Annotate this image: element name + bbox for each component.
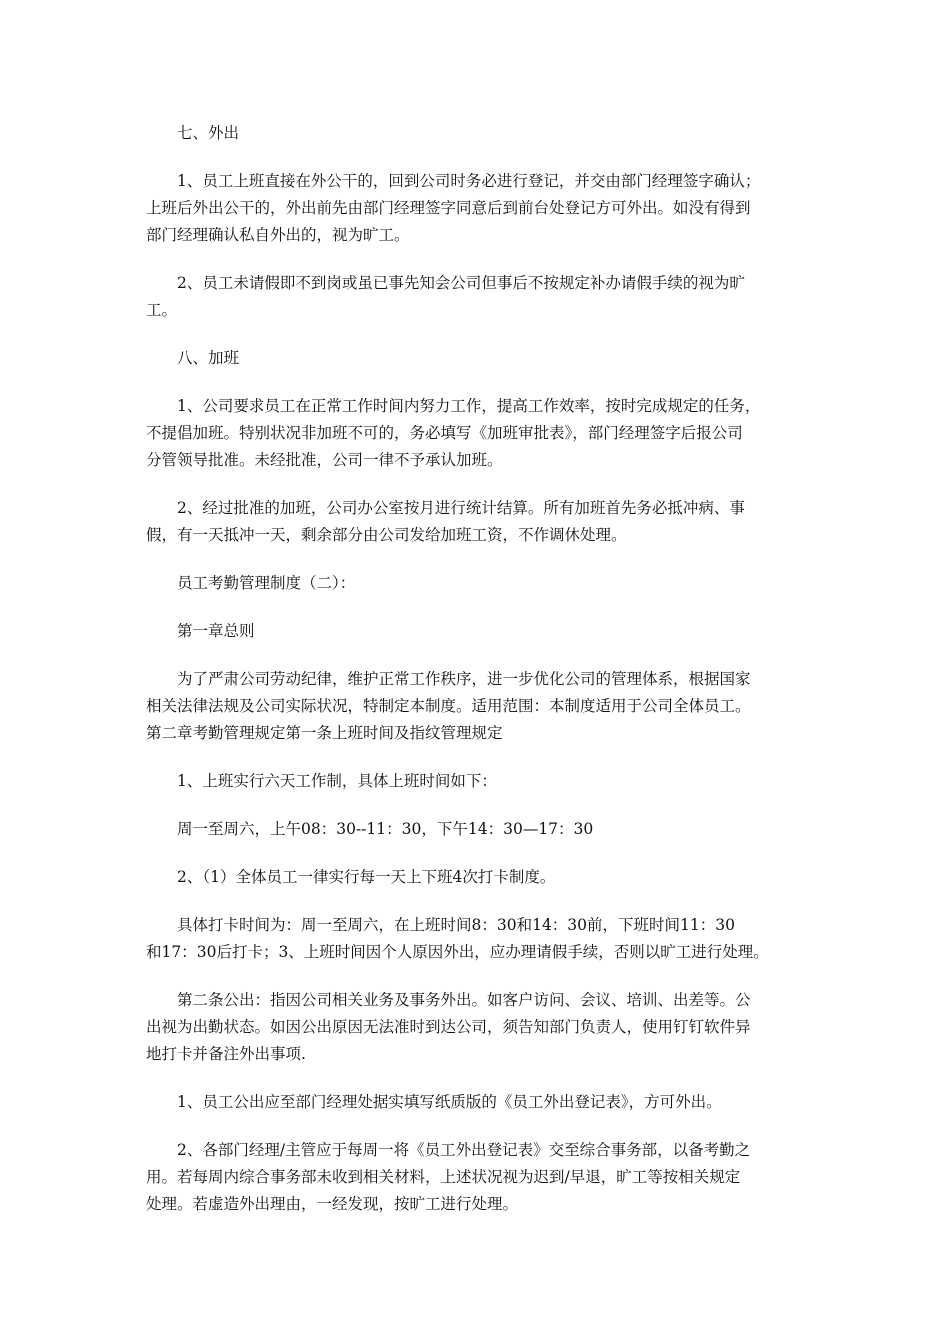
text-line: 假，有一天抵冲一天，剩余部分由公司发给加班工资，不作调休处理。 [146,526,627,544]
paragraph [146,1089,810,1116]
paragraph [146,666,810,747]
text-line: 出视为出勤状态。如因公出原因无法准时到达公司，须告知部门负责人，使用钉钉软件异 [146,1018,751,1036]
paragraph [146,816,810,843]
text-line: 2、各部门经理/主管应于每周一将《员工外出登记表》交至综合事务部，以备考勤之 [177,1141,751,1159]
paragraph [146,393,810,474]
text-line: 七、外出 [177,124,240,142]
text-line: 2、员工未请假即不到岗或虽已事先知会公司但事后不按规定补办请假手续的视为旷 [177,274,745,292]
text-line: 分管领导批准。未经批准，公司一律不予承认加班。 [146,451,503,469]
paragraph [146,270,810,324]
text-line: 工。 [146,301,178,319]
text-line: 周一至周六，上午08：30--11：30，下午14：30—17：30 [177,820,594,838]
text-line: 相关法律法规及公司实际状况，特制定本制度。适用范围：本制度适用于公司全体员工。 [146,697,751,715]
text-line: 1、上班实行六天工作制，具体上班时间如下： [177,772,497,790]
text-line: 上班后外出公干的，外出前先由部门经理签字同意后到前台处登记方可外出。如没有得到 [146,199,751,217]
section-heading-outing [146,120,810,147]
text-line: 具体打卡时间为：周一至周六，在上班时间8：30和14：30前，下班时间11：30 [177,916,735,934]
paragraph [146,168,810,249]
text-line: 2、（1）全体员工一律实行每一天上下班4次打卡制度。 [177,868,556,886]
text-line: 和17：30后打卡；3、上班时间因个人原因外出，应办理请假手续，否则以旷工进行处理。 [146,943,769,961]
text-line: 1、公司要求员工在正常工作时间内努力工作，提高工作效率，按时完成规定的任务， [177,397,761,415]
paragraph [146,912,810,966]
text-line: 1、员工上班直接在外公干的，回到公司时务必进行登记，并交由部门经理签字确认； [177,172,761,190]
paragraph [146,495,810,549]
section-heading-overtime [146,345,810,372]
text-line: 员工考勤管理制度（二）： [177,574,356,592]
text-line: 不提倡加班。特别状况非加班不可的，务必填写《加班审批表》，部门经理签字后报公司 [146,424,743,442]
chapter-heading [146,618,810,645]
text-line: 第二条公出：指因公司相关业务及事务外出。如客户访问、会议、培训、出差等。公 [177,991,751,1009]
text-line: 1、员工公出应至部门经理处据实填写纸质版的《员工外出登记表》，方可外出。 [177,1093,722,1111]
text-line: 用。若每周内综合事务部未收到相关材料，上述状况视为迟到/早退，旷工等按相关规定 [146,1168,741,1186]
text-line: 处理。若虚造外出理由，一经发现，按旷工进行处理。 [146,1195,519,1213]
text-line: 地打卡并备注外出事项. [146,1045,306,1063]
text-line: 第二章考勤管理规定第一条上班时间及指纹管理规定 [146,724,503,742]
document-title-part-two [146,570,810,597]
text-line: 八、加班 [177,349,240,367]
paragraph [146,864,810,891]
text-line: 2、经过批准的加班，公司办公室按月进行统计结算。所有加班首先务必抵冲病、事 [177,499,745,517]
text-line: 第一章总则 [177,622,255,640]
document-page [146,120,810,1239]
text-line: 为了严肃公司劳动纪律，维护正常工作秩序，进一步优化公司的管理体系，根据国家 [177,670,751,688]
text-line: 部门经理确认私自外出的，视为旷工。 [146,226,410,244]
paragraph [146,768,810,795]
paragraph [146,987,810,1068]
paragraph [146,1137,810,1218]
